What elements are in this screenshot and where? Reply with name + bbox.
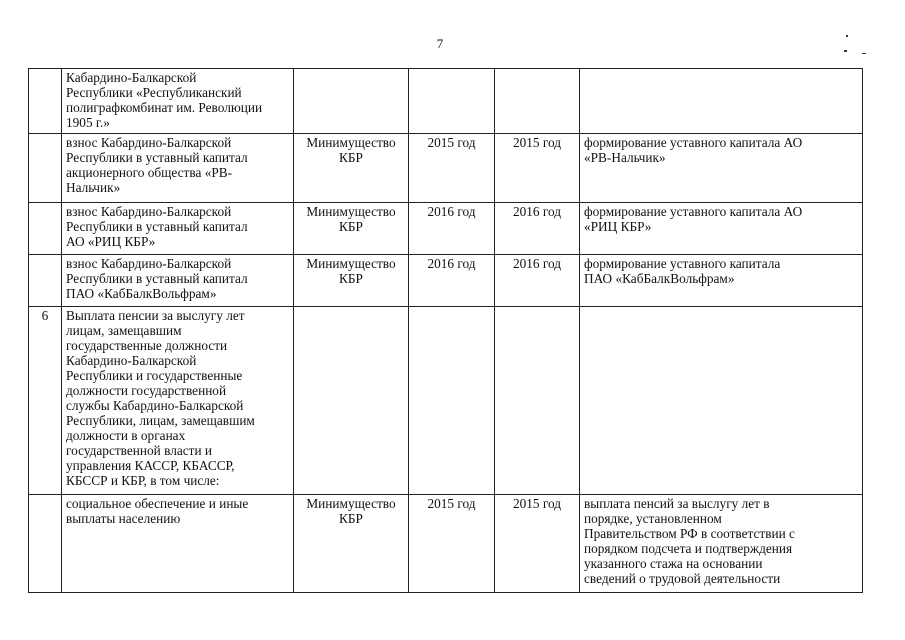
row-number-cell bbox=[29, 495, 62, 593]
expected-result-cell bbox=[580, 307, 863, 495]
expected-result: формирование уставного капитала АО «РИЦ КБР» bbox=[584, 204, 803, 234]
start-year: 2016 год bbox=[427, 204, 476, 219]
measure-name-cell bbox=[62, 203, 294, 255]
end-year-cell bbox=[495, 255, 580, 307]
measure-name: взнос Кабардино-Балкарской Республики в уставный капитал ПАО «КабБалкВольфрам» bbox=[66, 256, 248, 301]
table-row bbox=[29, 495, 863, 593]
start-year-cell bbox=[409, 307, 495, 495]
executor-cell bbox=[294, 203, 409, 255]
measure-name-cell bbox=[62, 495, 294, 593]
row-number-cell bbox=[29, 255, 62, 307]
scan-speck bbox=[846, 35, 848, 37]
end-year: 2015 год bbox=[512, 496, 562, 511]
measure-name-cell bbox=[62, 69, 294, 134]
measure-name: взнос Кабардино-Балкарской Республики в уставный капитал акционерного общества «РВ- Нальчик» bbox=[66, 135, 248, 195]
row-number-cell bbox=[29, 307, 62, 495]
executor: Минимущество КБР bbox=[306, 204, 396, 234]
executor-cell bbox=[294, 307, 409, 495]
executor-cell bbox=[294, 134, 409, 203]
row-number: 6 bbox=[41, 308, 49, 323]
scan-speck bbox=[862, 53, 866, 54]
row-number-cell bbox=[29, 134, 62, 203]
expected-result: выплата пенсий за выслугу лет в порядке, установленном Правительством РФ в соответствии с порядком подсчета и подтверждения указанного стажа на основании сведений о трудовой деятельности bbox=[584, 496, 795, 586]
row-number-cell bbox=[29, 203, 62, 255]
measure-name: Выплата пенсии за выслугу лет лицам, замещавшим государственные должности Кабардино-Балкарской Республики и государственные должности государственной службы Кабардино-Балкарской Республики, лицам, замещавшим должности в органах государственной власти и управления КАССР, КБАССР, КБССР и КБР, в том числе: bbox=[66, 308, 255, 488]
measure-name-cell bbox=[62, 255, 294, 307]
end-year: 2016 год bbox=[512, 256, 562, 271]
end-year: 2016 год bbox=[512, 204, 562, 219]
start-year-cell bbox=[409, 69, 495, 134]
expected-result: формирование уставного капитала ПАО «КабБалкВольфрам» bbox=[584, 256, 781, 286]
measure-name: взнос Кабардино-Балкарской Республики в уставный капитал АО «РИЦ КБР» bbox=[66, 204, 248, 249]
expected-result-cell bbox=[580, 69, 863, 134]
row-number-cell bbox=[29, 69, 62, 134]
start-year-cell bbox=[409, 255, 495, 307]
expected-result-cell bbox=[580, 495, 863, 593]
scan-speck bbox=[844, 50, 847, 52]
start-year: 2015 год bbox=[427, 135, 476, 150]
table-row bbox=[29, 203, 863, 255]
expected-result-cell bbox=[580, 255, 863, 307]
end-year-cell bbox=[495, 134, 580, 203]
expected-result-cell bbox=[580, 134, 863, 203]
end-year-cell bbox=[495, 495, 580, 593]
page-number: 7 bbox=[436, 36, 444, 51]
expected-result-cell bbox=[580, 203, 863, 255]
executor-cell bbox=[294, 69, 409, 134]
end-year: 2015 год bbox=[512, 135, 562, 150]
start-year-cell bbox=[409, 134, 495, 203]
table-row bbox=[29, 255, 863, 307]
measure-name-cell bbox=[62, 134, 294, 203]
table-row bbox=[29, 307, 863, 495]
measure-name-cell bbox=[62, 307, 294, 495]
measure-name: Кабардино-Балкарской Республики «Республиканский полиграфкомбинат им. Революции 1905 г.» bbox=[66, 70, 263, 130]
start-year-cell bbox=[409, 203, 495, 255]
start-year: 2015 год bbox=[427, 496, 476, 511]
expected-result: формирование уставного капитала АО «РВ-Нальчик» bbox=[584, 135, 803, 165]
start-year-cell bbox=[409, 495, 495, 593]
start-year: 2016 год bbox=[427, 256, 476, 271]
executor: Минимущество КБР bbox=[306, 256, 396, 286]
end-year-cell bbox=[495, 69, 580, 134]
measures-table bbox=[28, 68, 863, 593]
executor-cell bbox=[294, 495, 409, 593]
measure-name: социальное обеспечение и иные выплаты населению bbox=[66, 496, 249, 526]
end-year-cell bbox=[495, 203, 580, 255]
executor: Минимущество КБР bbox=[306, 496, 396, 526]
executor: Минимущество КБР bbox=[306, 135, 396, 165]
table-row bbox=[29, 134, 863, 203]
end-year-cell bbox=[495, 307, 580, 495]
executor-cell bbox=[294, 255, 409, 307]
table-row bbox=[29, 69, 863, 134]
